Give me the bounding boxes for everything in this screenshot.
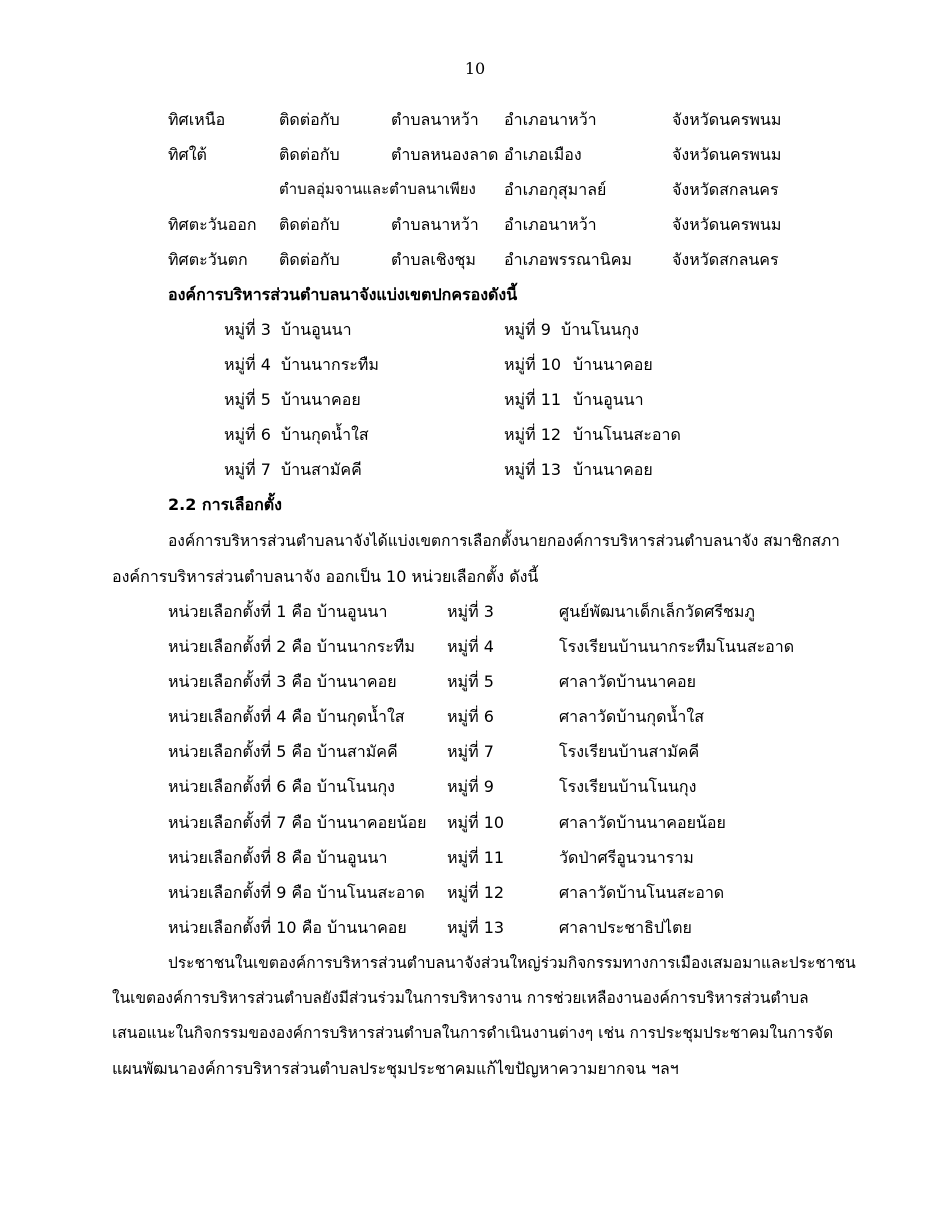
- unit-place: ศาลาประชาธิปไตย: [559, 918, 692, 937]
- village-moo: หมู่ที่ 13: [504, 460, 562, 479]
- boundary-amphoe: อำเภอเมือง: [504, 145, 582, 164]
- village-name: บ้านนาคอย: [573, 460, 653, 479]
- paragraph-line: เสนอแนะในกิจกรรมขององค์การบริหารส่วนตำบลในการดำเนินงานต่างๆ เช่น การประชุมประชาคมในการจัด: [112, 1024, 834, 1042]
- boundary-tambon: ตำบลนาหว้า: [391, 215, 479, 234]
- boundary-province: จังหวัดสกลนคร: [672, 250, 779, 269]
- paragraph-line: ประชาชนในเขตองค์การบริหารส่วนตำบลนาจังส่วนใหญ่ร่วมกิจกรรมทางการเมืองเสมอมาและประชาชน: [168, 954, 856, 972]
- unit-label: หน่วยเลือกตั้งที่ 4 คือ บ้านกุดน้ำใส: [168, 707, 405, 726]
- unit-label: หน่วยเลือกตั้งที่ 10 คือ บ้านนาคอย: [168, 918, 407, 937]
- unit-moo: หมู่ที่ 4: [447, 637, 494, 656]
- election-heading: 2.2 การเลือกตั้ง: [168, 495, 282, 514]
- village-name: บ้านนาคอย: [281, 390, 361, 409]
- boundary-amphoe: อำเภอนาหว้า: [504, 215, 597, 234]
- boundary-contact: ติดต่อกับ: [279, 145, 340, 164]
- unit-label: หน่วยเลือกตั้งที่ 7 คือ บ้านนาคอยน้อย: [168, 813, 427, 832]
- unit-moo: หมู่ที่ 11: [447, 848, 505, 867]
- unit-label: หน่วยเลือกตั้งที่ 2 คือ บ้านนากระทืม: [168, 637, 415, 656]
- boundary-tambon: ตำบลนาหว้า: [391, 110, 479, 129]
- unit-moo: หมู่ที่ 7: [447, 742, 494, 761]
- unit-moo: หมู่ที่ 13: [447, 918, 505, 937]
- boundary-direction: ทิศใต้: [168, 145, 207, 164]
- village-moo: หมู่ที่ 10: [504, 355, 562, 374]
- boundary-province: จังหวัดนครพนม: [672, 215, 782, 234]
- page-number: 10: [464, 59, 486, 78]
- unit-place: ศูนย์พัฒนาเด็กเล็กวัดศรีชมภู: [559, 602, 755, 621]
- unit-label: หน่วยเลือกตั้งที่ 3 คือ บ้านนาคอย: [168, 672, 397, 691]
- boundary-direction: ทิศตะวันออก: [168, 215, 257, 234]
- village-moo: หมู่ที่ 3: [224, 320, 271, 339]
- boundary-province: จังหวัดนครพนม: [672, 110, 782, 129]
- village-moo: หมู่ที่ 7: [224, 460, 271, 479]
- village-name: บ้านกุดน้ำใส: [281, 425, 369, 444]
- election-intro-line: องค์การบริหารส่วนตำบลนาจัง ออกเป็น 10 หน่วยเลือกตั้ง ดังนี้: [112, 567, 539, 586]
- unit-moo: หมู่ที่ 10: [447, 813, 505, 832]
- unit-place: ศาลาวัดบ้านนาคอยน้อย: [559, 813, 726, 832]
- village-moo: หมู่ที่ 4: [224, 355, 271, 374]
- unit-moo: หมู่ที่ 6: [447, 707, 494, 726]
- unit-label: หน่วยเลือกตั้งที่ 5 คือ บ้านสามัคคี: [168, 742, 398, 761]
- village-name: บ้านอูนนา: [573, 390, 644, 409]
- unit-place: ศาลาวัดบ้านนาคอย: [559, 672, 696, 691]
- village-name: บ้านนาคอย: [573, 355, 653, 374]
- admin-heading: องค์การบริหารส่วนตำบลนาจังแบ่งเขตปกครองดังนี้: [168, 285, 518, 304]
- boundary-amphoe: อำเภอกุสุมาลย์: [504, 180, 607, 199]
- village-name: บ้านสามัคคี: [281, 460, 362, 479]
- village-moo: หมู่ที่ 6: [224, 425, 271, 444]
- boundary-tambon: ตำบลเชิงชุม: [391, 250, 476, 269]
- village-name: บ้านโนนกุง: [561, 320, 640, 339]
- unit-place: โรงเรียนบ้านโนนกุง: [559, 777, 697, 796]
- unit-moo: หมู่ที่ 12: [447, 883, 505, 902]
- village-name: บ้านนากระทืม: [281, 355, 379, 374]
- boundary-amphoe: อำเภอพรรณานิคม: [504, 250, 632, 269]
- unit-place: วัดป่าศรีอูนวนาราม: [559, 848, 694, 867]
- boundary-amphoe: อำเภอนาหว้า: [504, 110, 597, 129]
- unit-moo: หมู่ที่ 3: [447, 602, 494, 621]
- boundary-contact: ติดต่อกับ: [279, 110, 340, 129]
- boundary-direction: ทิศตะวันตก: [168, 250, 248, 269]
- boundary-contact: ตำบลอุ่มจานและตำบลนาเพียง: [279, 180, 476, 198]
- village-moo: หมู่ที่ 5: [224, 390, 271, 409]
- unit-moo: หมู่ที่ 9: [447, 777, 494, 796]
- boundary-province: จังหวัดนครพนม: [672, 145, 782, 164]
- boundary-contact: ติดต่อกับ: [279, 215, 340, 234]
- village-name: บ้านโนนสะอาด: [573, 425, 681, 444]
- village-moo: หมู่ที่ 11: [504, 390, 562, 409]
- unit-place: ศาลาวัดบ้านโนนสะอาด: [559, 883, 725, 902]
- village-moo: หมู่ที่ 12: [504, 425, 562, 444]
- unit-place: ศาลาวัดบ้านกุดน้ำใส: [559, 707, 704, 726]
- unit-moo: หมู่ที่ 5: [447, 672, 494, 691]
- paragraph-line: ในเขตองค์การบริหารส่วนตำบลยังมีส่วนร่วมในการบริหารงาน การช่วยเหลืองานองค์การบริหารส่วนตำบล: [112, 989, 809, 1007]
- unit-label: หน่วยเลือกตั้งที่ 6 คือ บ้านโนนกุง: [168, 777, 395, 796]
- village-name: บ้านอูนนา: [281, 320, 352, 339]
- boundary-direction: ทิศเหนือ: [168, 110, 226, 129]
- unit-place: โรงเรียนบ้านสามัคคี: [559, 742, 700, 761]
- boundary-contact: ติดต่อกับ: [279, 250, 340, 269]
- unit-label: หน่วยเลือกตั้งที่ 9 คือ บ้านโนนสะอาด: [168, 883, 425, 902]
- boundary-tambon: ตำบลหนองลาด: [391, 145, 499, 164]
- unit-label: หน่วยเลือกตั้งที่ 1 คือ บ้านอูนนา: [168, 602, 388, 621]
- unit-label: หน่วยเลือกตั้งที่ 8 คือ บ้านอูนนา: [168, 848, 388, 867]
- election-intro-line: องค์การบริหารส่วนตำบลนาจังได้แบ่งเขตการเลือกตั้งนายกองค์การบริหารส่วนตำบลนาจัง สมาชิกสภา: [168, 532, 840, 550]
- paragraph-line: แผนพัฒนาองค์การบริหารส่วนตำบลประชุมประชาคมแก้ไขปัญหาความยากจน ฯลฯ: [112, 1059, 679, 1078]
- unit-place: โรงเรียนบ้านนากระทืมโนนสะอาด: [559, 637, 795, 656]
- village-moo: หมู่ที่ 9: [504, 320, 551, 339]
- boundary-province: จังหวัดสกลนคร: [672, 180, 779, 199]
